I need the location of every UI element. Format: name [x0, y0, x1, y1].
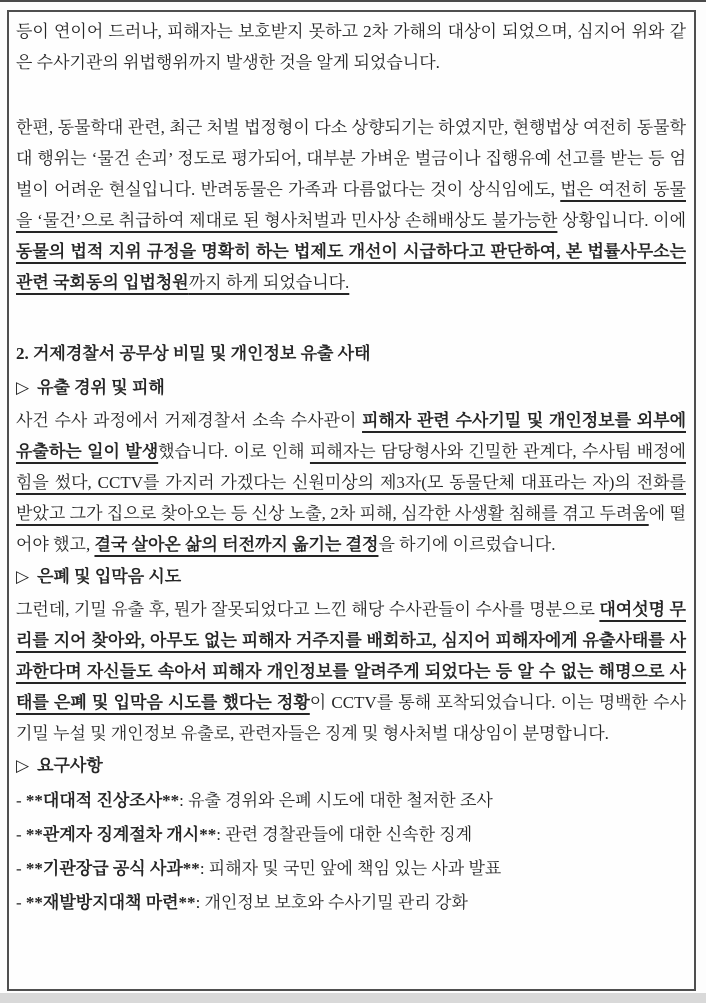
text-run: 에 떨어야 했고,: [16, 504, 686, 554]
paragraph: [16, 16, 686, 78]
text-run: -: [16, 893, 26, 912]
section-heading: [16, 339, 686, 369]
text-run: 유출 경위 및 피해: [37, 378, 165, 397]
text-run: -: [16, 859, 26, 878]
text-run: 요구사항: [37, 756, 103, 775]
subsection-heading: [16, 561, 686, 593]
text-run: 상황입니다. 이에: [557, 211, 686, 230]
document-border-frame: [7, 10, 696, 991]
text-run: 피해자 관련 수사기밀 및 개인정보를 외부에 유출하는 일이 발생: [16, 411, 686, 461]
subsection-heading: [16, 750, 686, 782]
text-run: 등이 연이어 드러나, 피해자는 보호받지 못하고 2차 가해의 대상이 되었으며, 심지어 위와 같은 수사기관의 위법행위까지 발생한 것을 알게 되었습니다.: [16, 22, 686, 72]
text-run: 은폐 및 입막음 시도: [37, 567, 182, 586]
text-run: **기관장급 공식 사과**: [25, 859, 200, 878]
text-run: **재발방지대책 마련**: [25, 893, 196, 912]
text-run: 피해자는 담당형사와 긴밀한 관계다, 수사팀 배정에 힘을 썼다, CCTV를 가지러 가겠다는 신원미상의 제3자(모 동물단체 대표라는 자)의 전화를 받았고 그가 집으로 찾아오는 등 신상 노출, 2차 피해, 심각한 사생활 침해를 겪고 두려움: [16, 442, 686, 523]
text-run: -: [16, 791, 26, 810]
bullet-item: [16, 784, 686, 818]
text-run: : 유출 경위와 은폐 시도에 대한 철저한 조사: [179, 791, 493, 810]
triangle-bullet-icon: ▷: [16, 756, 30, 776]
triangle-bullet-icon: ▷: [16, 567, 30, 587]
paragraph: [16, 405, 686, 560]
text-run: 한편, 동물학대 관련, 최근 처벌 법정형이 다소 상향되기는 하였지만, 현행법상 여전히 동물학대 행위는 ‘물건 손괴’ 정도로 평가되어, 대부분 가벼운 벌금이나 집행유예 선고를 받는 등 엄벌이 어려운 현실입니다. 반려동물은 가족과 다름없다는 것이 상식임에도,: [16, 118, 686, 199]
text-run: 동물의 법적 지위 규정을 명확히 하는 법제도 개선이 시급하다고 판단하여, 본 법률사무소는 관련 국회동의 입법청원: [16, 242, 686, 292]
text-run: 했습니다. 이로 인해: [158, 442, 310, 461]
text-run: : 관련 경찰관들에 대한 신속한 징계: [216, 825, 473, 844]
text-run: -: [16, 825, 26, 844]
page-bottom-edge: [0, 993, 706, 1003]
text-run: 사건 수사 과정에서 거제경찰서 소속 수사관이: [16, 411, 363, 430]
text-run: : 개인정보 보호와 수사기밀 관리 강화: [195, 893, 468, 912]
document-body: [16, 16, 686, 920]
subsection-heading: [16, 372, 686, 404]
text-run: 2. 거제경찰서 공무상 비밀 및 개인정보 유출 사태: [16, 344, 371, 363]
text-run: 까지 하게 되었습니다.: [188, 273, 350, 292]
text-run: 이 CCTV를 통해 포착되었습니다. 이는 명백한 수사기밀 누설 및 개인정보 유출로, 관련자들은 징계 및 형사처벌 대상임이 분명합니다.: [16, 693, 686, 743]
text-run: 대여섯명 무리를 지어 찾아와, 아무도 없는 피해자 거주지를 배회하고, 심지어 피해자에게 유출사태를 사과한다며 자신들도 속아서 피해자 개인정보를 알려주게 되었다는 등 알 수 없는 해명으로 사태를 은폐 및 입막음 시도를 했다는 정황: [16, 600, 686, 712]
text-run: 그런데, 기밀 유출 후, 뭔가 잘못되었다고 느낀 해당 수사관들이 수사를 명분으로: [16, 600, 600, 619]
top-rule: [0, 0, 706, 2]
text-run: **관계자 징계절차 개시**: [25, 825, 217, 844]
text-run: 법은 여전히 동물을 ‘물건’으로 취급하여 제대로 된 형사처벌과 민사상 손해배상도 불가능한: [16, 180, 686, 230]
text-run: **대대적 진상조사**: [25, 791, 180, 810]
bullet-item: [16, 852, 686, 886]
bullet-item: [16, 818, 686, 852]
text-run: 결국 살아온 삶의 터전까지 옮기는 결정: [94, 535, 379, 554]
bullet-item: [16, 886, 686, 920]
triangle-bullet-icon: ▷: [16, 378, 30, 398]
paragraph: [16, 594, 686, 749]
text-run: : 피해자 및 국민 앞에 책임 있는 사과 발표: [199, 859, 502, 878]
paragraph: [16, 112, 686, 298]
text-run: 을 하기에 이르렀습니다.: [378, 535, 556, 554]
